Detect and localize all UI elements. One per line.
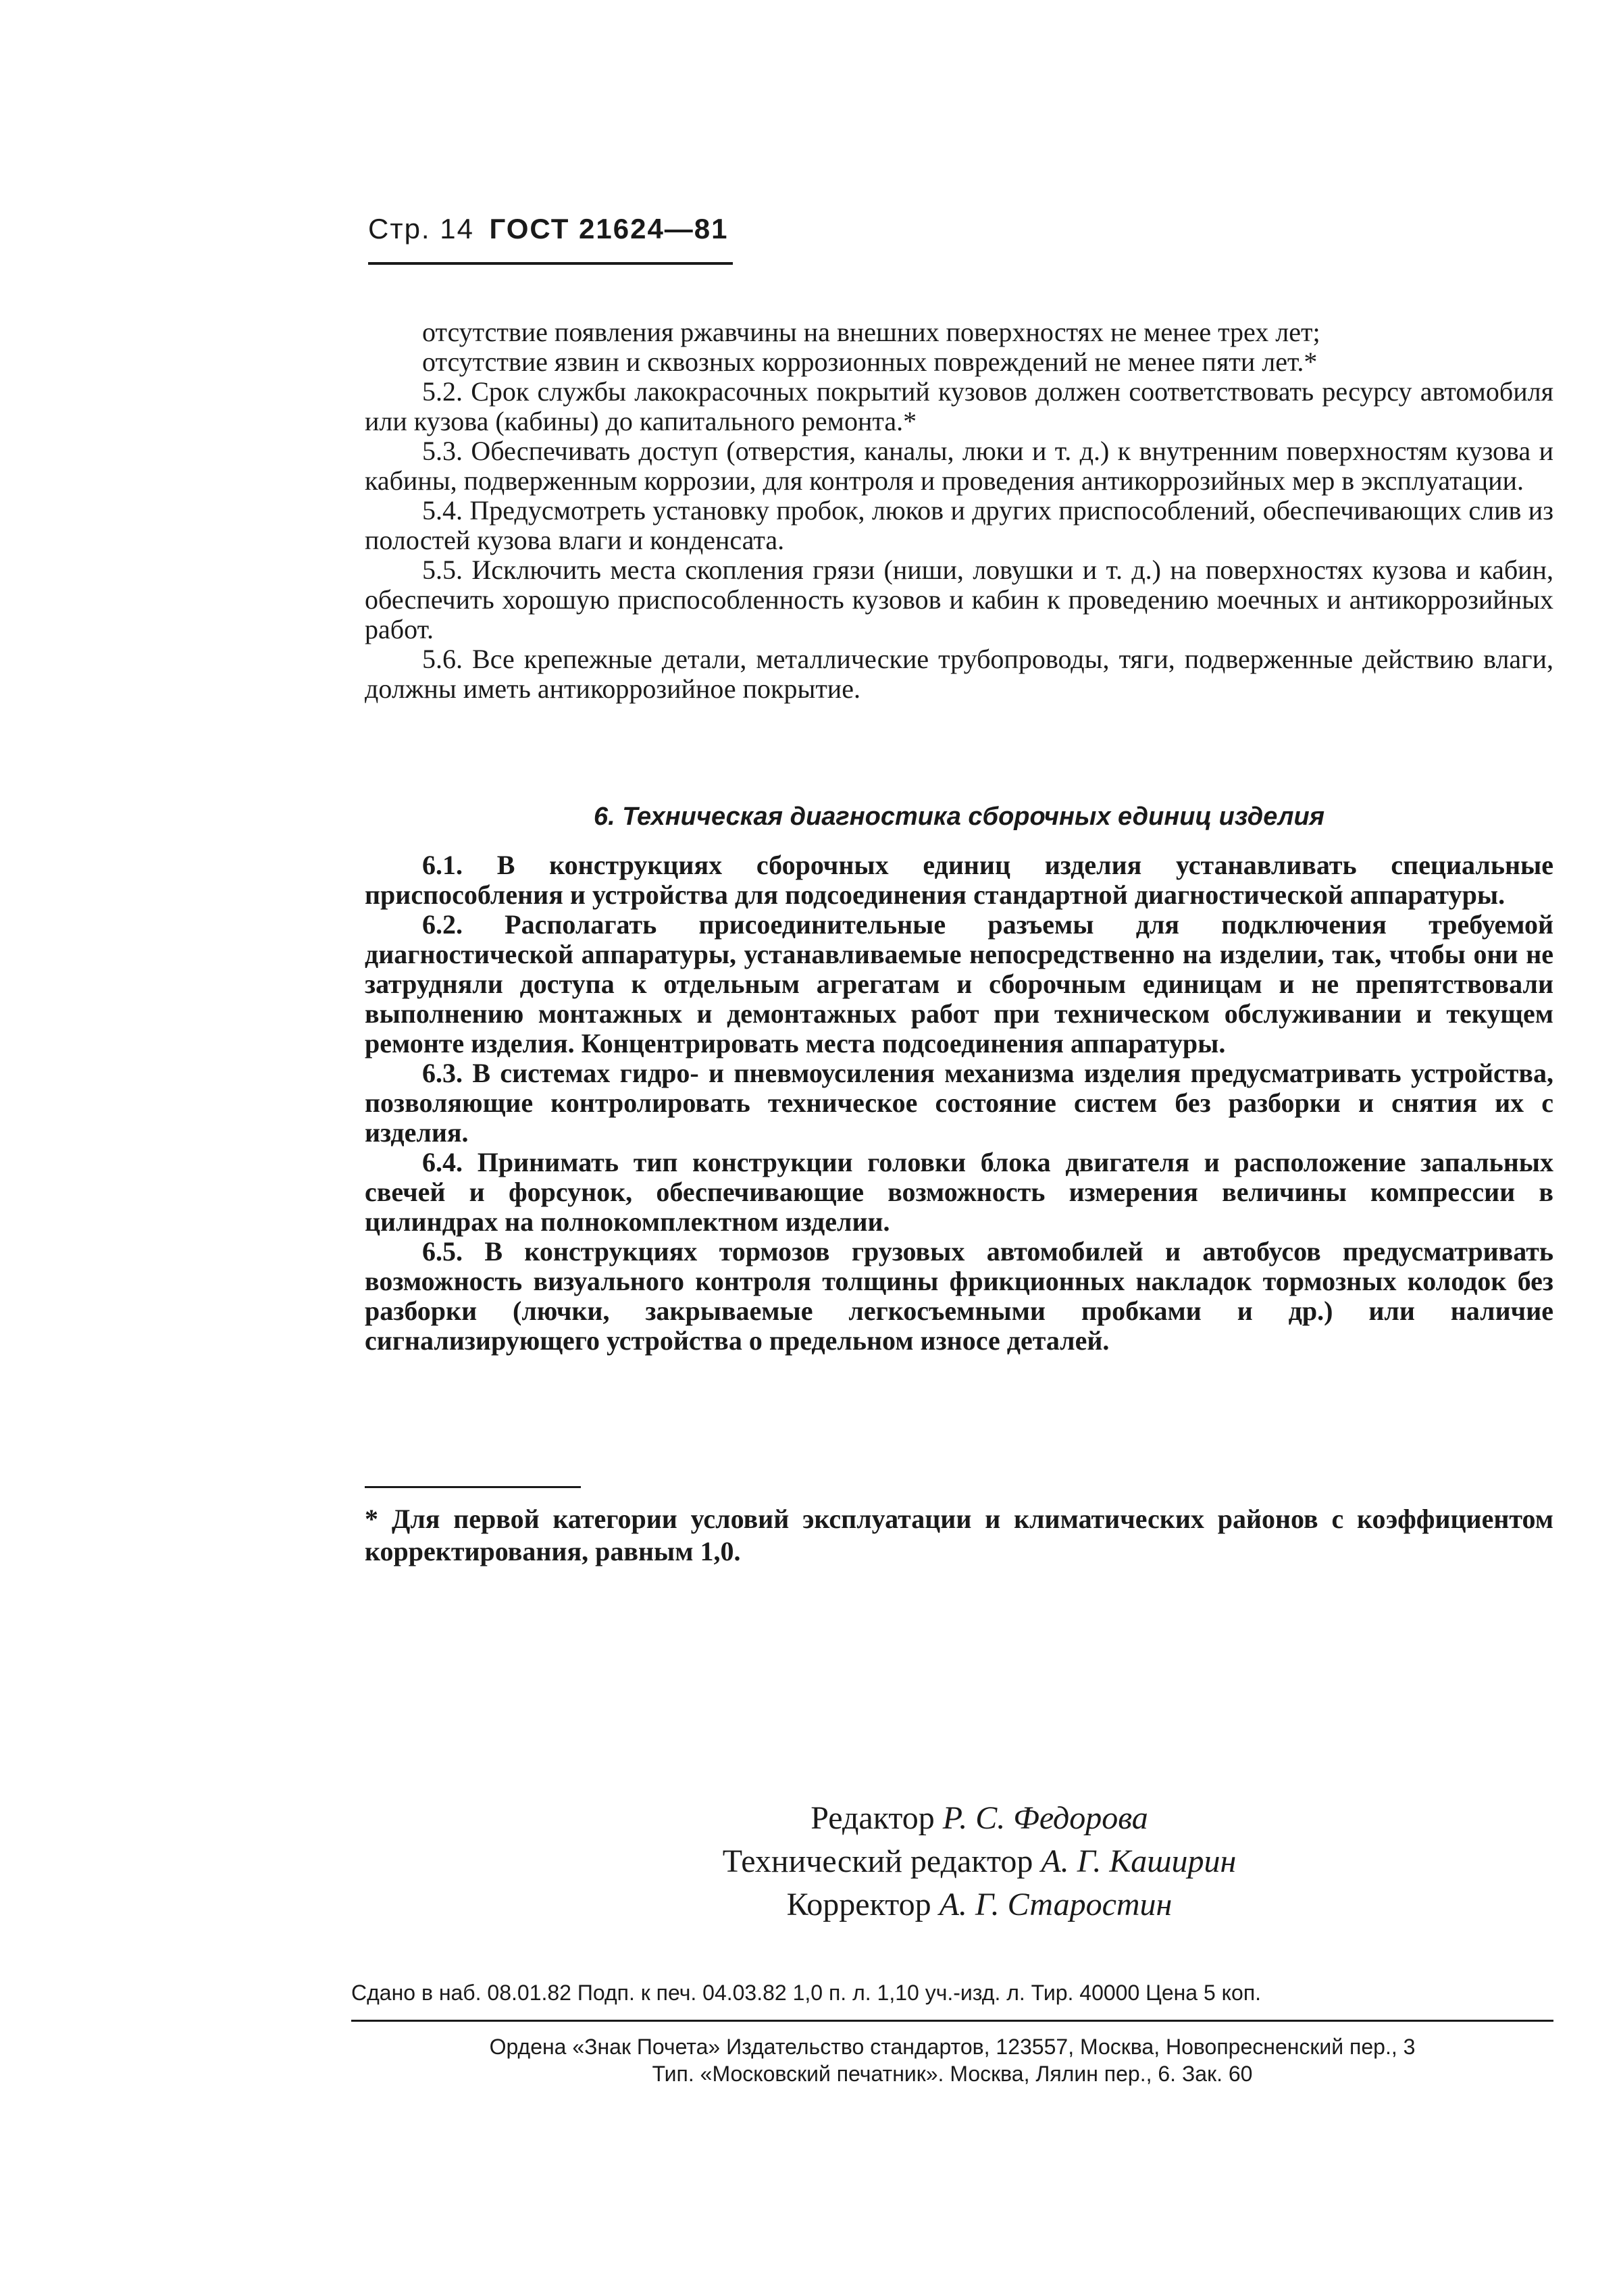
credit-name: А. Г. Старостин <box>939 1887 1173 1922</box>
imprint-print-data: Сдано в наб. 08.01.82 Подп. к печ. 04.03.82 1,0 п. л. 1,10 уч.-изд. л. Тир. 40000 Цена 5 коп. <box>351 1981 1262 2005</box>
paragraph: 5.4. Предусмотреть установку пробок, люков и других приспособлений, обеспечивающих слив из полостей кузова влаги и конденсата. <box>365 495 1553 555</box>
page-number: Стр. 14 <box>368 213 474 245</box>
credits <box>608 1797 1351 1927</box>
credit-editor <box>608 1797 1351 1840</box>
paragraph: 6.4. Принимать тип конструкции головки блока двигателя и расположение запальных свечей и форсунок, обеспечивающие возможность измерения величины компрессии в цилиндрах на полнокомплектном изделии. <box>365 1147 1553 1237</box>
credit-name: Р. С. Федорова <box>942 1800 1148 1836</box>
credit-role: Редактор <box>810 1800 935 1836</box>
credit-name: А. Г. Каширин <box>1041 1843 1237 1879</box>
paragraph: 5.5. Исключить места скопления грязи (ниши, ловушки и т. д.) на поверхностях кузова и кабин, обеспечить хорошую приспособленность кузовов и кабин к проведению моечных и антикоррозийных работ. <box>365 555 1553 644</box>
paragraph: 6.5. В конструкциях тормозов грузовых автомобилей и автобусов предусматривать возможность визуального контроля толщины фрикционных накладок тормозных колодок без разборки (лючки, закрываемые легкосъемными пробками и др.) или наличие сигнализирующего устройства о предельном износе деталей. <box>365 1236 1553 1356</box>
section-6 <box>365 802 1553 1356</box>
paragraph: отсутствие язвин и сквозных коррозионных повреждений не менее пяти лет.* <box>422 347 1318 377</box>
imprint-publisher-line: Ордена «Знак Почета» Издательство стандартов, 123557, Москва, Новопресненский пер., 3 <box>489 2035 1416 2059</box>
imprint-rule <box>351 2020 1553 2022</box>
imprint-publisher <box>351 2033 1553 2087</box>
header-rule <box>368 262 733 265</box>
paragraph: 5.6. Все крепежные детали, металлические трубопроводы, тяги, подверженные действию влаги, должны иметь антикоррозийное покрытие. <box>365 644 1553 704</box>
paragraph: 6.2. Располагать присоединительные разъемы для подключения требуемой диагностической аппаратуры, устанавливаемые непосредственно на изделии, так, чтобы они не затрудняли доступа к отдельным агрегатам и сборочным единицам и не препятствовали выполнению монтажных и демонтажных работ при техническом обслуживании и текущем ремонте изделия. Концентрировать места подсоединения аппаратуры. <box>365 909 1553 1058</box>
credit-role: Корректор <box>786 1887 931 1922</box>
footnote-rule <box>365 1486 581 1488</box>
paragraph: 6.3. В системах гидро- и пневмоусиления механизма изделия предусматривать устройства, позволяющие контролировать техническое состояние систем без разборки и снятия их с изделия. <box>365 1058 1553 1148</box>
credit-role: Технический редактор <box>722 1843 1033 1879</box>
section-title: 6. Техническая диагностика сборочных единиц изделия <box>593 802 1325 831</box>
paragraph: 6.1. В конструкциях сборочных единиц изделия устанавливать специальные приспособления и устройства для подсоединения стандартной диагностической аппаратуры. <box>365 850 1553 910</box>
credit-proofreader <box>608 1883 1351 1927</box>
section-5 <box>365 317 1553 704</box>
imprint-printer-line: Тип. «Московский печатник». Москва, Лялин пер., 6. Зак. 60 <box>652 2062 1253 2086</box>
page-header <box>368 213 729 246</box>
standard-number: ГОСТ 21624—81 <box>489 213 729 245</box>
footnote: * Для первой категории условий эксплуатации и климатических районов с коэффициентом корректирования, равным 1,0. <box>365 1504 1553 1566</box>
paragraph: 5.3. Обеспечивать доступ (отверстия, каналы, люки и т. д.) к внутренним поверхностям кузова и кабины, подверженным коррозии, для контроля и проведения антикоррозийных мер в эксплуатации. <box>365 436 1553 496</box>
credit-tech-editor <box>608 1840 1351 1883</box>
paragraph: отсутствие появления ржавчины на внешних поверхностях не менее трех лет; <box>422 317 1320 347</box>
paragraph: 5.2. Срок службы лакокрасочных покрытий кузовов должен соответствовать ресурсу автомобиля или кузова (кабины) до капитального ремонта.* <box>365 376 1553 436</box>
